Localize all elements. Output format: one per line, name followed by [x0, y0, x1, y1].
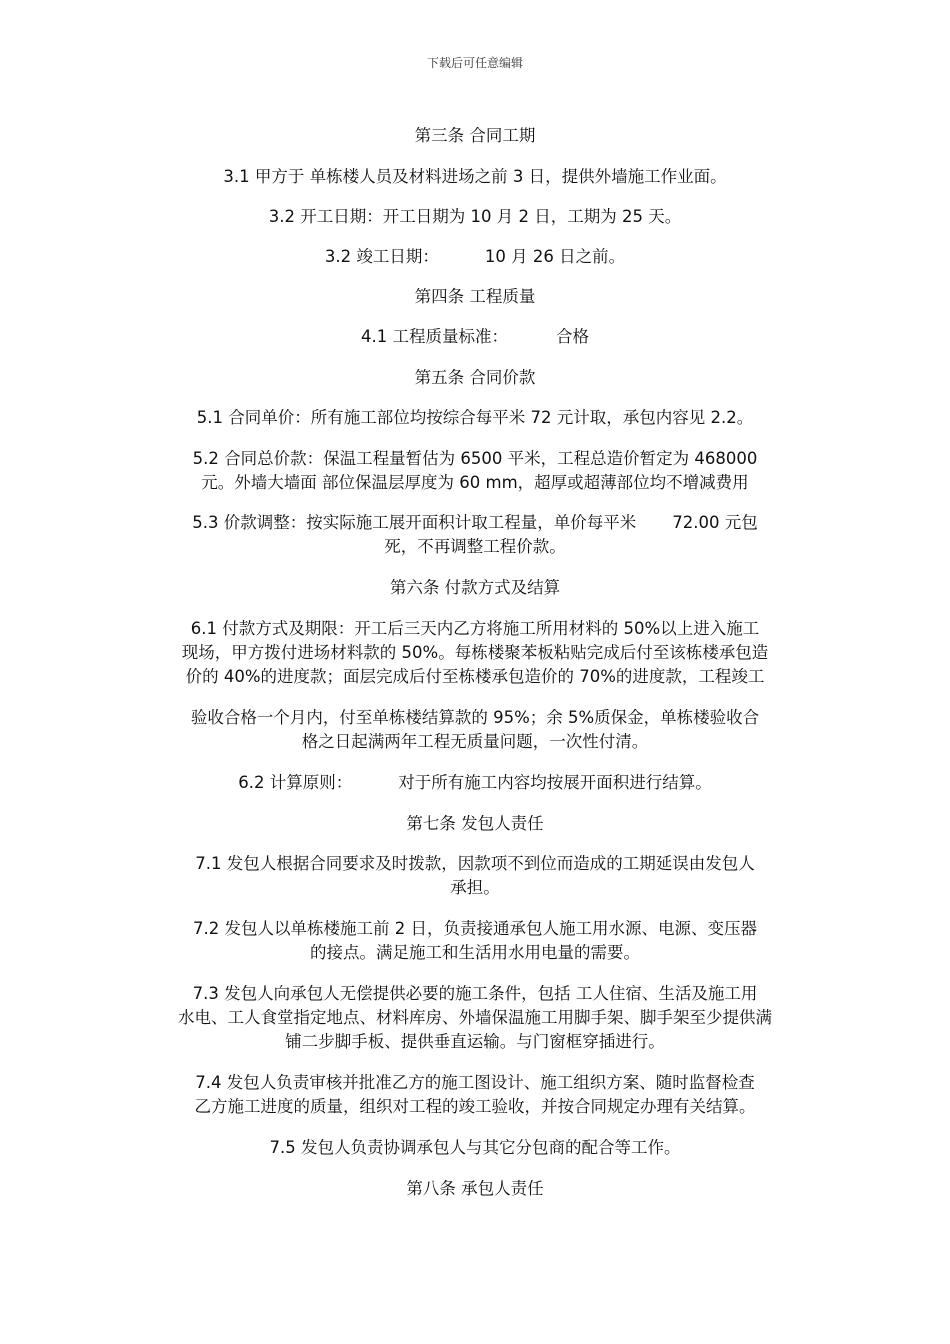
clause-7-4-line1: 7.4 发包人负责审核并批准乙方的施工图设计、施工组织方案、随时监督检查: [195, 1073, 755, 1092]
clause-7-2-line1: 7.2 发包人以单栋楼施工前 2 日，负责接通承包人施工用水源、电源、变压器: [193, 919, 757, 938]
clause-5-2-line2: 元。外墙大墙面 部位保温层厚度为 60 mm，超厚或超薄部位均不增减费用: [201, 473, 749, 492]
clause-5-3-text: 5.3 价款调整：按实际施工展开面积计取工程量，单价每平米: [192, 513, 637, 532]
clause-5-2-line1: 5.2 合同总价款：保温工程量暂估为 6500 平米，工程总造价暂定为 468000: [192, 449, 758, 468]
clause-7-3-line1: 7.3 发包人向承包人无偿提供必要的施工条件，包括 工人住宿、生活及施工用: [192, 984, 758, 1003]
clause-6-1-line1: 6.1 付款方式及期限：开工后三天内乙方将施工所用材料的 50%以上进入施工: [190, 619, 760, 638]
clause-4-1: [0, 325, 950, 349]
section-3-title: 第三条 合同工期: [414, 126, 536, 145]
clause-5-3-line1: [0, 511, 950, 535]
clause-3-2-start: 3.2 开工日期：开工日期为 10 月 2 日，工期为 25 天。: [268, 207, 682, 226]
clause-3-2-end-value: 10 月 26 日之前。: [484, 247, 626, 266]
clause-6-2: [0, 771, 950, 795]
clause-7-4-line2: 乙方施工进度的质量，组织对工程的竣工验收，并按合同规定办理有关结算。: [194, 1097, 756, 1116]
clause-3-2-end-label: 3.2 竣工日期：: [324, 247, 439, 266]
clause-7-1-line2: 承担。: [450, 878, 500, 897]
clause-7-3-line2: 水电、工人食堂指定地点、材料库房、外墙保温施工用脚手架、脚手架至少提供满: [178, 1008, 772, 1027]
clause-3-2-end: [0, 245, 950, 269]
clause-3-1: 3.1 甲方于 单栋楼人员及材料进场之前 3 日，提供外墙施工作业面。: [223, 167, 727, 186]
clause-7-5: 7.5 发包人负责协调承包人与其它分包商的配合等工作。: [269, 1138, 681, 1157]
clause-6-2-value: 对于所有施工内容均按展开面积进行结算。: [398, 773, 712, 792]
clause-7-1-line1: 7.1 发包人根据合同要求及时拨款，因款项不到位而造成的工期延误由发包人: [195, 854, 755, 873]
clause-6-1-line5: 格之日起满两年工程无质量问题，一次性付清。: [301, 732, 649, 751]
clause-6-1-line4: 验收合格一个月内，付至单栋楼结算款的 95%；余 5%质保金，单栋楼验收合: [190, 708, 760, 727]
clause-6-2-label: 6.2 计算原则：: [238, 773, 353, 792]
section-6-title: 第六条 付款方式及结算: [389, 578, 561, 597]
section-4-title: 第四条 工程质量: [414, 287, 536, 306]
clause-7-2-line2: 的接点。满足施工和生活用水用电量的需要。: [310, 943, 640, 962]
page-header-note: 下载后可任意编辑: [426, 56, 523, 70]
clause-5-1: 5.1 合同单价：所有施工部位均按综合每平米 72 元计取，承包内容见 2.2。: [196, 408, 754, 427]
clause-4-1-label: 4.1 工程质量标准：: [361, 327, 508, 346]
section-7-title: 第七条 发包人责任: [406, 814, 544, 833]
clause-5-3-line2: 死，不再调整工程价款。: [384, 537, 566, 556]
clause-4-1-value: 合格: [556, 327, 589, 346]
section-8-title: 第八条 承包人责任: [406, 1179, 544, 1198]
clause-6-1-line2: 现场，甲方拨付进场材料款的 50%。每栋楼聚苯板粘贴完成后付至该栋楼承包造: [181, 643, 769, 662]
clause-6-1-line3: 价的 40%的进度款；面层完成后付至栋楼承包造价的 70%的进度款，工程竣工: [185, 667, 765, 686]
section-5-title: 第五条 合同价款: [414, 368, 536, 387]
clause-5-3-price: 72.00 元包: [672, 513, 758, 532]
clause-7-3-line3: 铺二步脚手板、提供垂直运输。与门窗框穿插进行。: [285, 1032, 665, 1051]
